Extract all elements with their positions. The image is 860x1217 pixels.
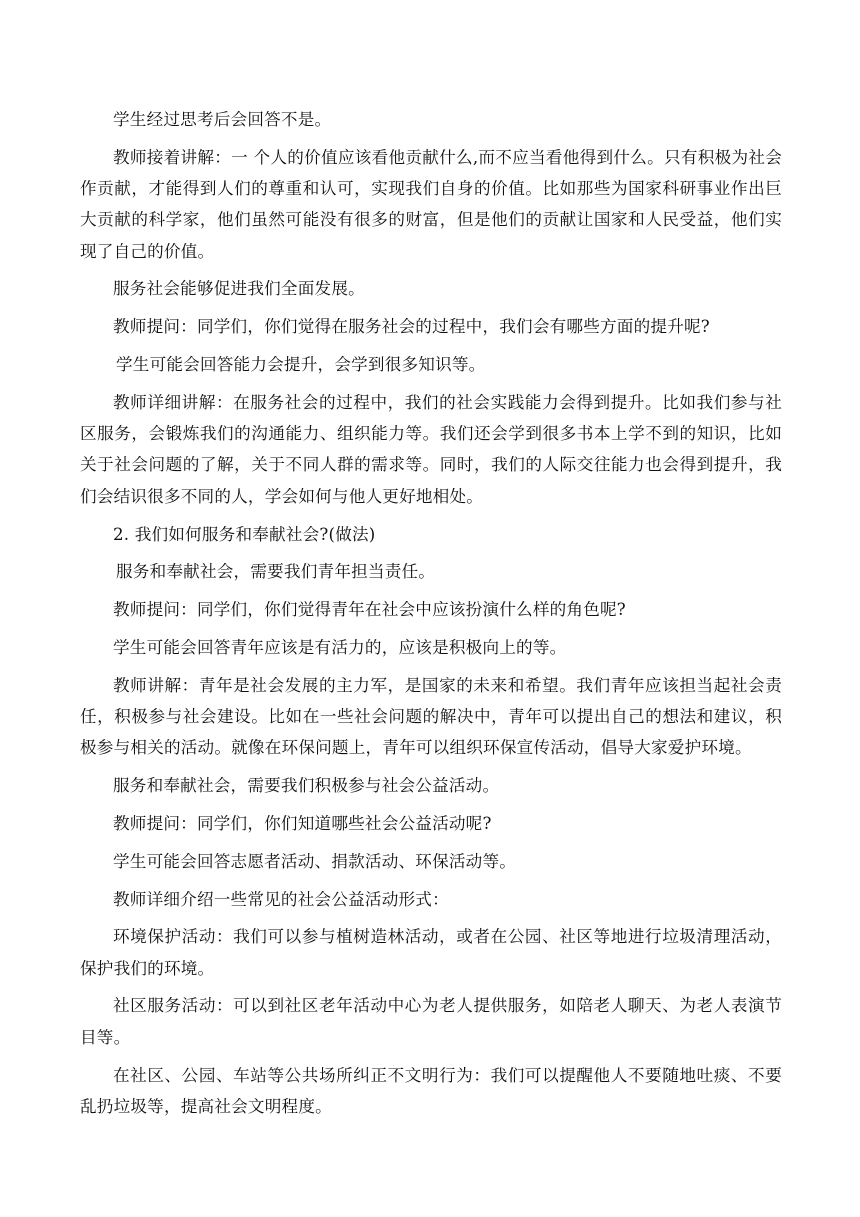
paragraph-9: 教师提问：同学们，你们觉得青年在社会中应该扮演什么样的角色呢? <box>113 600 626 620</box>
paragraph-13: 教师提问：同学们，你们知道哪些社会公益活动呢? <box>113 813 492 833</box>
paragraph-2: 教师接着讲解：一 个人的价值应该看他贡献什么,而不应当看他得到什么。只有积极为社会作贡献，才能得到人们的尊重和认可，实现我们自身的价值。比如那些为国家科研事业作出巨大贡献的科学家，他们虽然可能没有很多的财富，但是他们的贡献让国家和人民受益，他们实现了自己的价值。 <box>80 147 782 261</box>
paragraph-14: 学生可能会回答志愿者活动、捐款活动、环保活动等。 <box>113 851 517 871</box>
paragraph-12: 服务和奉献社会，需要我们积极参与社会公益活动。 <box>113 776 500 796</box>
paragraph-18: 在社区、公园、车站等公共场所纠正不文明行为：我们可以提醒他人不要随地吐痰、不要乱扔垃圾等，提高社会文明程度。 <box>80 1065 782 1116</box>
paragraph-1: 学生经过思考后会回答不是。 <box>113 110 332 129</box>
paragraph-17: 社区服务活动：可以到社区老年活动中心为老人提供服务，如陪老人聊天、为老人表演节目等。 <box>80 996 782 1047</box>
paragraph-7: 2. 我们如何服务和奉献社会?(做法) <box>113 524 376 544</box>
paragraph-10: 学生可能会回答青年应该是有活力的，应该是积极向上的等。 <box>113 637 567 657</box>
paragraph-3: 服务社会能够促进我们全面发展。 <box>113 279 365 299</box>
paragraph-8: 服务和奉献社会，需要我们青年担当责任。 <box>116 562 436 582</box>
paragraph-15: 教师详细介绍一些常见的社会公益活动形式： <box>113 889 449 909</box>
paragraph-4: 教师提问：同学们，你们觉得在服务社会的过程中，我们会有哪些方面的提升呢? <box>113 317 710 337</box>
paragraph-5: 学生可能会回答能力会提升，会学到很多知识等。 <box>116 355 486 375</box>
paragraph-16: 环境保护活动：我们可以参与植树造林活动，或者在公园、社区等地进行垃圾清理活动，保护我们的环境。 <box>80 927 782 978</box>
paragraph-6: 教师详细讲解：在服务社会的过程中，我们的社会实践能力会得到提升。比如我们参与社区服务，会锻炼我们的沟通能力、组织能力等。我们还会学到很多书本上学不到的知识，比如关于社会问题的了解，关于不同人群的需求等。同时，我们的人际交往能力也会得到提升，我们会结识很多不同的人，学会如何与他人更好地相处。 <box>80 392 782 506</box>
document-body <box>80 104 782 1122</box>
paragraph-11: 教师讲解：青年是社会发展的主力军，是国家的未来和希望。我们青年应该担当起社会责任，积极参与社会建设。比如在一些社会问题的解决中，青年可以提出自己的想法和建议，积极参与相关的活动。就像在环保问题上，青年可以组织环保宣传活动，倡导大家爱护环境。 <box>80 675 782 758</box>
